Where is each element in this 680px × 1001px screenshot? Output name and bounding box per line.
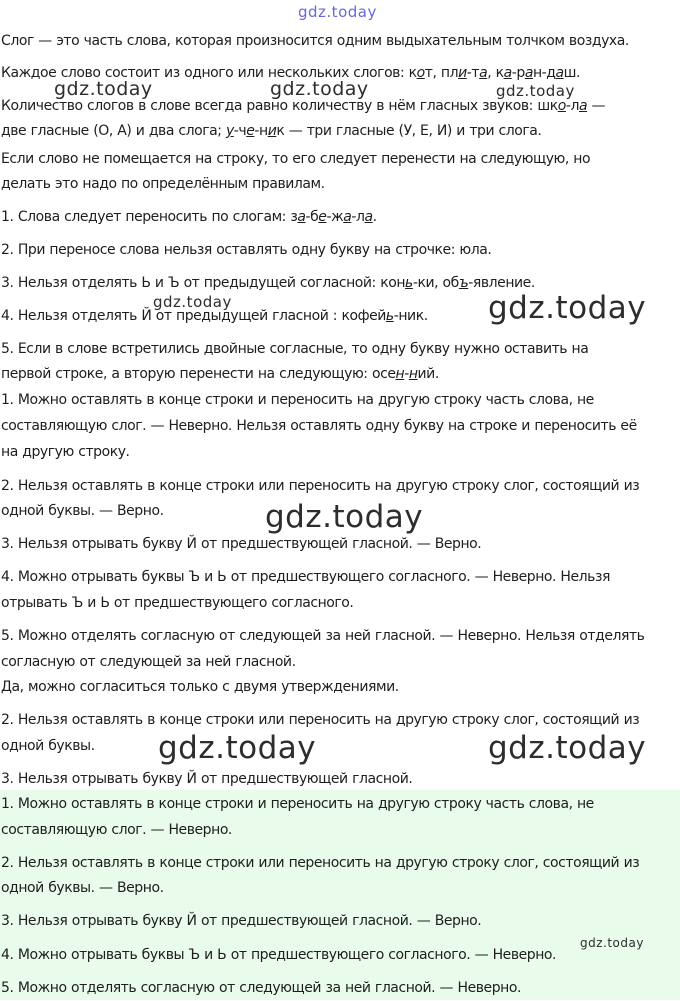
answer-item: 3. Нельзя отрывать букву Й от предшествующей гласной. — Верно.: [1, 913, 482, 929]
syllable-count-rule: Количество слогов в слове всегда равно количеству в нём гласных звуков: шко-ла —: [1, 98, 606, 114]
rule-item: первой строке, а вторую перенести на следующую: осен-ний.: [1, 366, 439, 382]
statement-item: согласную от следующей за ней гласной.: [1, 654, 296, 670]
statement-item: 5. Можно отделять согласную от следующей за ней гласной. — Неверно. Нельзя отделять: [1, 628, 645, 644]
answer-item: 5. Можно отделять согласную от следующей за ней гласной. — Неверно.: [1, 980, 521, 996]
watermark: gdz.today: [488, 290, 647, 326]
statement-item: 3. Нельзя отрывать букву Й от предшествующей гласной. — Верно.: [1, 536, 482, 552]
statement-item: 4. Можно отрывать буквы Ъ и Ь от предшествующего согласного. — Неверно. Нельзя: [1, 569, 610, 585]
watermark: gdz.today: [54, 78, 153, 100]
statement-item: 3. Нельзя отрывать букву Й от предшествующей гласной.: [1, 771, 413, 787]
answer-item: 1. Можно оставлять в конце строки и переносить на другую строку часть слова, не: [1, 796, 594, 812]
watermark: gdz.today: [153, 293, 232, 311]
watermark: gdz.today: [298, 3, 377, 21]
statement-item: 1. Можно оставлять в конце строки и переносить на другую строку часть слова, не: [1, 392, 594, 408]
agreement-summary: Да, можно согласиться только с двумя утверждениями.: [1, 679, 399, 695]
watermark: gdz.today: [270, 78, 369, 100]
statement-item: одной буквы. — Верно.: [1, 503, 164, 519]
statement-item: одной буквы.: [1, 738, 95, 754]
answer-item: 2. Нельзя оставлять в конце строки или переносить на другую строку слог, состоящий из: [1, 855, 640, 871]
rule-item: 3. Нельзя отделять Ь и Ъ от предыдущей согласной: конь-ки, объ-явление.: [1, 275, 535, 291]
syllable-examples: Каждое слово состоит из одного или нескольких слогов: кот, пли-та, ка-ран-даш.: [1, 65, 581, 81]
statement-item: 2. Нельзя оставлять в конце строки или переносить на другую строку слог, состоящий из: [1, 712, 640, 728]
paragraph-line: делать это надо по определённым правилам.: [1, 176, 325, 192]
watermark: gdz.today: [496, 82, 575, 100]
rule-item: 1. Слова следует переносить по слогам: за-бе-жа-ла.: [1, 209, 377, 225]
watermark: gdz.today: [580, 936, 644, 950]
watermark: gdz.today: [158, 730, 317, 766]
rule-item: 5. Если в слове встретились двойные согласные, то одну букву нужно оставить на: [1, 341, 589, 357]
watermark: gdz.today: [488, 730, 647, 766]
statement-item: составляющую слог. — Неверно. Нельзя оставлять одну букву на строке и переносить её: [1, 418, 637, 434]
statement-item: отрывать Ъ и Ь от предшествующего согласного.: [1, 595, 354, 611]
rule-item: 2. При переносе слова нельзя оставлять одну букву на строчке: юла.: [1, 242, 492, 258]
answer-item: 4. Можно отрывать буквы Ъ и Ь от предшествующего согласного. — Неверно.: [1, 947, 557, 963]
answer-item: составляющую слог. — Неверно.: [1, 822, 232, 838]
statement-item: 2. Нельзя оставлять в конце строки или переносить на другую строку слог, состоящий из: [1, 478, 640, 494]
syllable-definition: Слог — это часть слова, которая произносится одним выдыхательным толчком воздуха.: [1, 33, 629, 49]
syllable-count-example: две гласные (О, А) и два слога; у-че-ник — три гласные (У, Е, И) и три слога.: [1, 123, 542, 139]
watermark: gdz.today: [265, 499, 424, 535]
rule-item: 4. Нельзя отделять Й от предыдущей гласной : кофейь-ник.: [1, 308, 428, 324]
paragraph-line: Если слово не помещается на строку, то его следует перенести на следующую, но: [1, 151, 591, 167]
statement-item: на другую строку.: [1, 444, 130, 460]
answer-item: одной буквы. — Верно.: [1, 880, 164, 896]
